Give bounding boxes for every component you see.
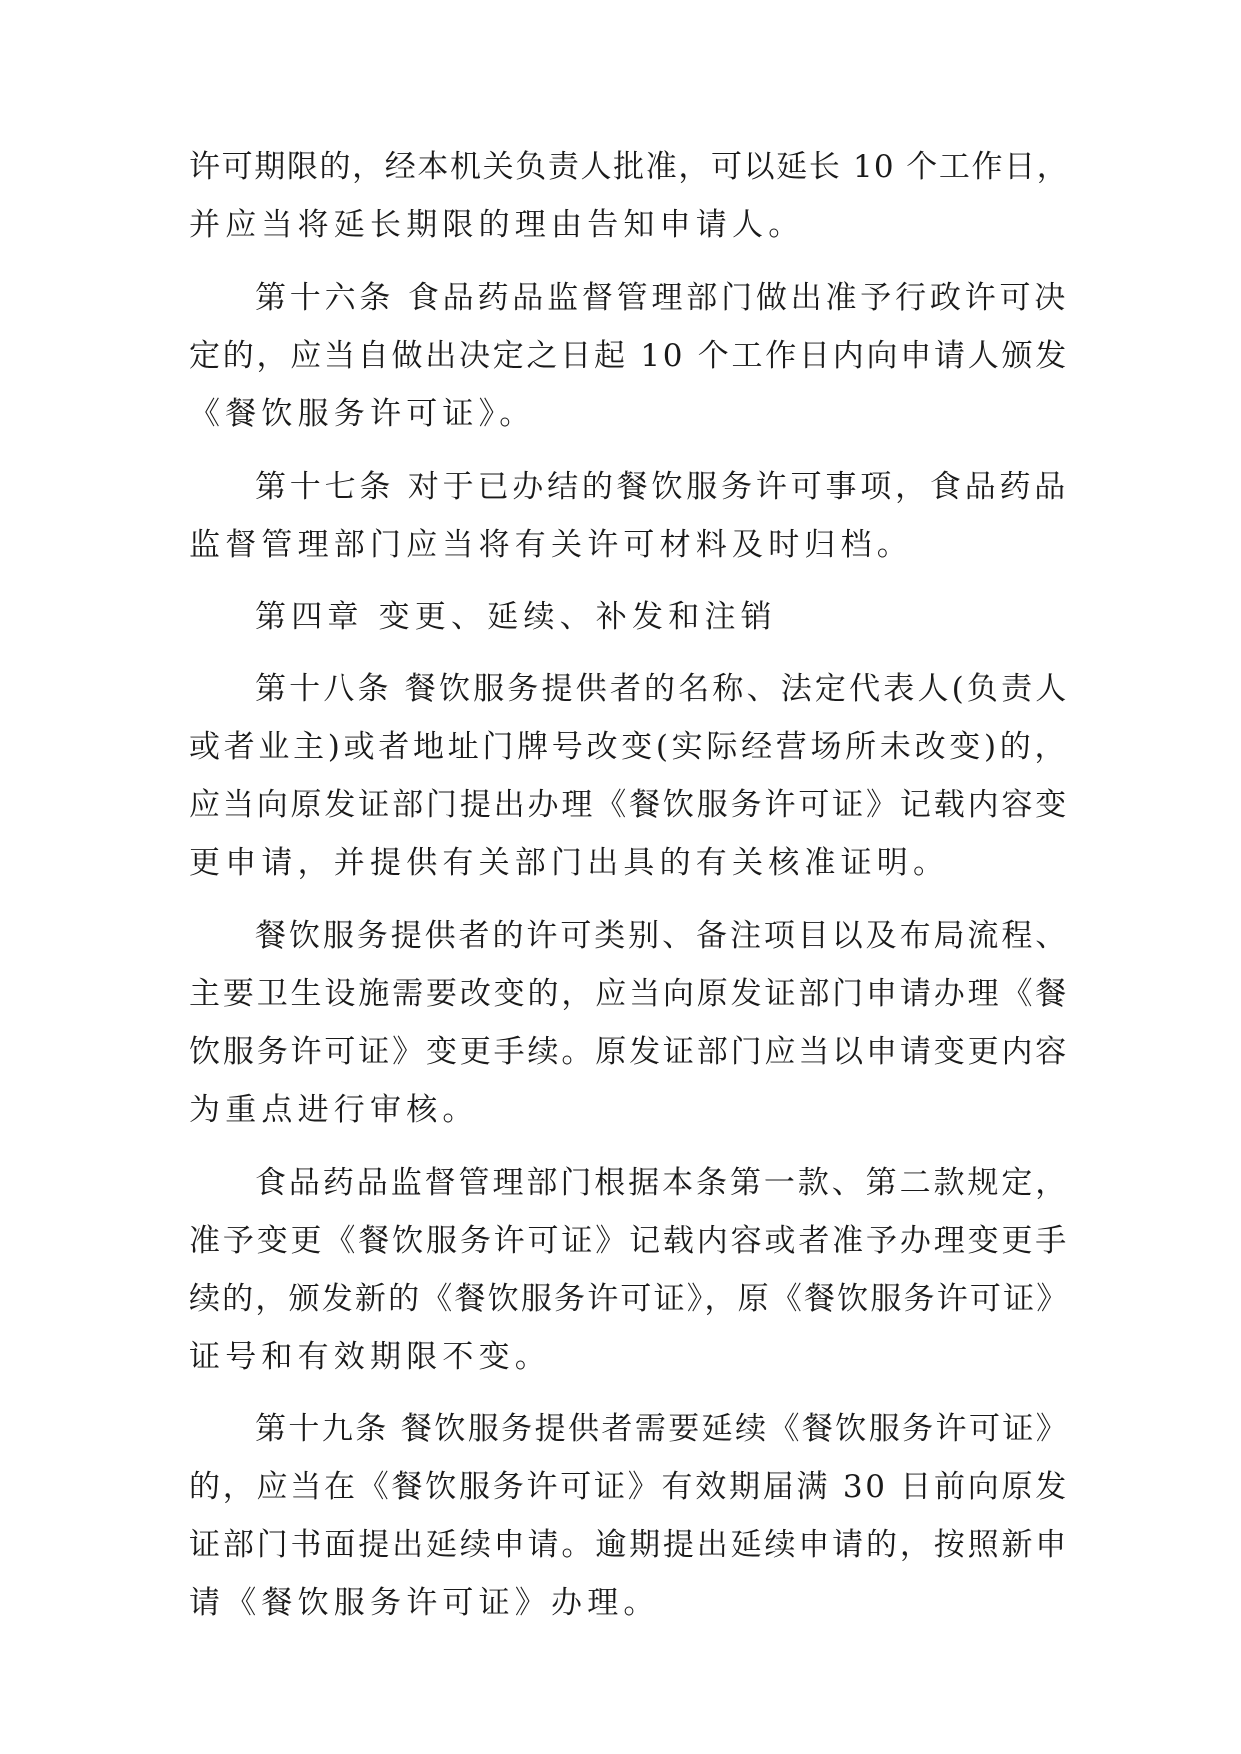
text-line: 监督管理部门应当将有关许可材料及时归档。 [189,527,913,563]
article-17-heading-line: 第十七条 对于已办结的餐饮服务许可事项，食品药品 [255,469,1069,505]
text-line: 应当向原发证部门提出办理《餐饮服务许可证》记载内容变 [189,787,1069,823]
text-line: 饮服务许可证》变更手续。原发证部门应当以申请变更内容 [189,1034,1069,1070]
text-line: 更申请，并提供有关部门出具的有关核准证明。 [189,845,950,881]
text-line: 的，应当在《餐饮服务许可证》有效期届满 30 日前向原发 [189,1469,1069,1505]
text-line: 《餐饮服务许可证》。 [189,396,536,432]
paragraph-line: 餐饮服务提供者的许可类别、备注项目以及布局流程、 [255,918,1069,954]
text-line: 请《餐饮服务许可证》办理。 [189,1585,660,1621]
article-19-heading-line: 第十九条 餐饮服务提供者需要延续《餐饮服务许可证》 [255,1411,1069,1447]
chapter-4-heading: 第四章 变更、延续、补发和注销 [255,599,777,635]
text-line: 为重点进行审核。 [189,1092,479,1128]
text-line: 主要卫生设施需要改变的，应当向原发证部门申请办理《餐 [189,976,1069,1012]
text-line: 证部门书面提出延续申请。逾期提出延续申请的，按照新申 [189,1527,1069,1563]
text-line: 并应当将延长期限的理由告知申请人。 [189,207,805,243]
article-18-heading-line: 第十八条 餐饮服务提供者的名称、法定代表人(负责人 [255,671,1069,707]
article-16-heading-line: 第十六条 食品药品监督管理部门做出准予行政许可决 [255,280,1069,316]
paragraph-line: 食品药品监督管理部门根据本条第一款、第二款规定， [255,1165,1069,1201]
text-line: 许可期限的，经本机关负责人批准，可以延长 10 个工作日， [189,149,1069,185]
text-line: 定的，应当自做出决定之日起 10 个工作日内向申请人颁发 [189,338,1069,374]
text-line: 续的，颁发新的《餐饮服务许可证》，原《餐饮服务许可证》 [189,1281,1069,1317]
text-line: 或者业主)或者地址门牌号改变(实际经营场所未改变)的， [189,729,1069,765]
text-line: 证号和有效期限不变。 [189,1339,551,1375]
text-line: 准予变更《餐饮服务许可证》记载内容或者准予办理变更手 [189,1223,1069,1259]
